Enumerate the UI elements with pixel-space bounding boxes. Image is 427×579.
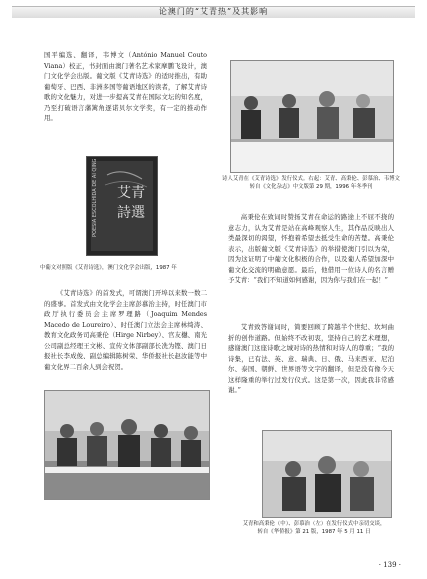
- page-number: · 139 ·: [378, 561, 401, 569]
- ceremony-photo-bottom-left: [44, 390, 210, 500]
- right-paragraph-2-text: 艾青致答谢词时，简要回顾了跨越半个世纪、坎坷曲折的创作道路。但始终不改初衷，坚持自己的艺术理想，感谢澳门这座诗歌之城对诗的热情和对诗人的尊重；“我的诗集，已有法、英、意、瑞典、日、俄、马来西亚、尼泊尔、泰国、朝鲜、世界语等文字的翻译，但是没有像今天这样隆重的举行过发行仪式。这是第一次，因此我非常感谢。”: [228, 323, 394, 394]
- svg-text:詩選: 詩選: [117, 205, 145, 221]
- ceremony-image-bottom-left: [45, 391, 209, 499]
- book-cover-caption: 中葡文对照版《艾青诗选》，澳门文化学会出版，1987 年: [40, 265, 177, 271]
- cover-title-pt: POESIA ESCOLHIDA DE AI QING: [92, 158, 98, 237]
- cover-title-cn: 艾青: [117, 185, 145, 201]
- right-paragraph-1: [228, 212, 394, 286]
- book-cover-photo: [86, 156, 158, 256]
- conversation-image-bottom-right: [263, 431, 391, 517]
- left-paragraph-1: [44, 50, 207, 124]
- ceremony-image-top-right: [231, 61, 393, 172]
- header-title: 论澳门的“艾青热”及其影响: [158, 7, 269, 16]
- bottom-right-caption: 艾青和高秉伦（中）、彭慕治（左）在发行仪式中亲切交谈， 转自《华侨报》第 21 版，1987 年 5 月 11 日: [242, 521, 386, 535]
- book-cover-image: [87, 157, 157, 255]
- left-paragraph-2: [44, 288, 207, 372]
- ceremony-photo-top-right: [230, 60, 394, 173]
- conversation-photo-bottom-right: [262, 430, 392, 518]
- right-paragraph-2: [228, 322, 394, 396]
- right-paragraph-1-text: 高秉伦在致词时赞扬艾青在命运的路途上不屈不挠的意志力，认为艾青是站在高峰观察人生，其作品反映出人类最深切的渴望，怀抱着希望去抵受生命的苦楚。高秉伦表示，出版葡文版《艾青诗选》的举措使澳门引以为荣，因为这证明了中葡文化积极的合作，以及葡人希望加深中葡文化交流的明确意愿。最后，他借用一位诗人的名言赠予艾青：“我们不知道如何感谢，因为你与我们在一起！”: [228, 213, 394, 284]
- top-right-caption: 诗人艾青在《艾青诗选》发行仪式。右起：艾青、高秉伦、彭慕治、韦博文 转自《文化杂志》中文版第 29 期，1996 年冬季刊: [222, 176, 400, 190]
- left-paragraph-2-text: 《艾青诗选》的首发式，可谓澳门开埠以来数一数二的盛事。首发式由文化学会主席彭慕治主持，时任澳门市政厅执行委员会主席罗理路（Joaquim Mendes Macedo de Loureiro）、时任澳门立法会主席林绮涛、教育文化政务司高秉伦（Hirge Nirbey）、官友樾、南光公司副总经理王文彬、宣传文体部副部长冼为铿、澳门日报社长李成俊、副总编辑陈树荣、华侨报社长赵汝能等中葡文化界二百余人到会祝贺。: [44, 289, 207, 371]
- running-header: [0, 0, 427, 18]
- left-paragraph-1-text: 国平编选、翻译，韦博文（António Manuel Couto Viana）校正，书封面由澳门著名艺术家摩鹏飞设计，澳门文化学会出版。葡文版《艾青诗选》的适时推出，有助葡萄牙、巴西、非洲多国等葡语地区的读者，了解艾青诗歌的文化魅力，对进一步提高艾青在国际文坛的知名度，乃至打破语言藩篱角逐诺贝尔文学奖，有一定的推动作用。: [44, 51, 207, 122]
